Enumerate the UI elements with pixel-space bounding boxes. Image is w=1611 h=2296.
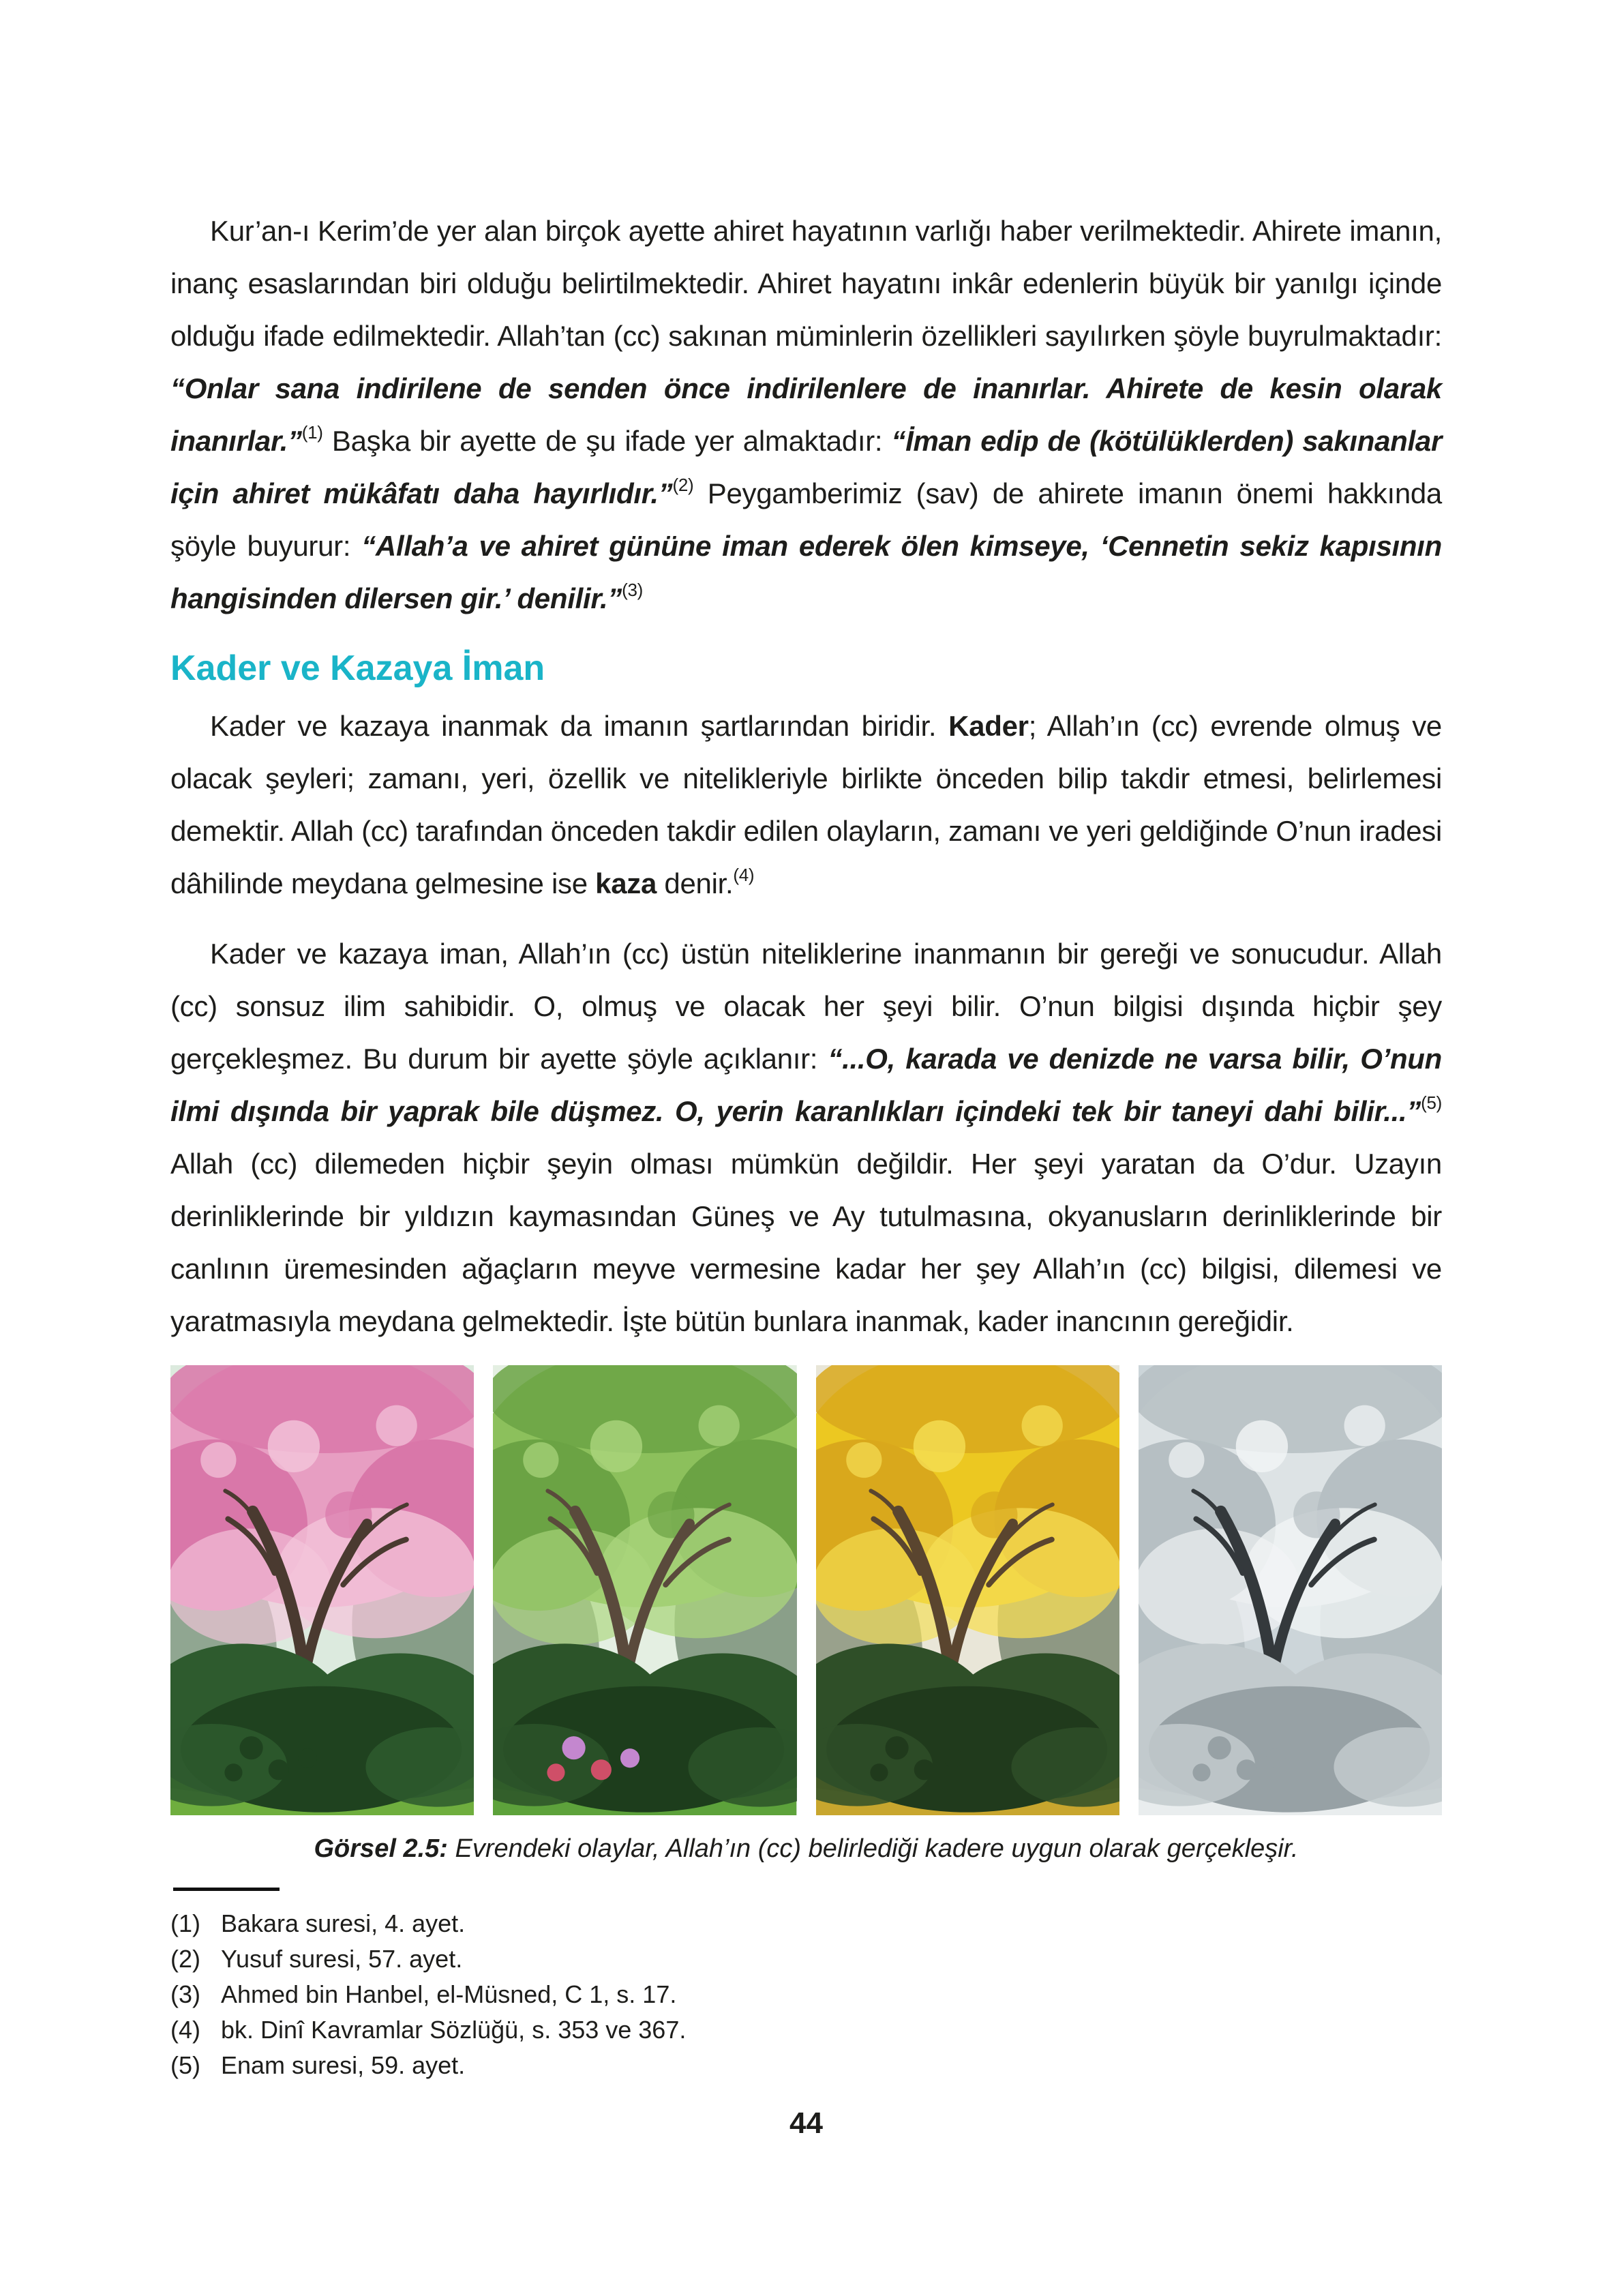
footnote-ref-2: (2) <box>672 475 694 495</box>
text-run: Peygamberimiz (sav) de ahirete imanın önemi hakkında şöyle buyurur: <box>170 477 1442 562</box>
footnote-text: bk. Dinî Kavramlar Sözlüğü, s. 353 ve 367. <box>221 2016 687 2044</box>
text-run: Kader ve kazaya iman, Allah’ın (cc) üstün niteliklerine inanmanın bir gereği ve sonucudur. Allah (cc) sonsuz ilim sahibidir. O, olmuş ve olacak her şeyi bilir. O’nun bilgisi dışında hiçbir şey gerçekleşmez. Bu durum bir ayette şöyle açıklanır: <box>170 938 1442 1075</box>
footnote-text: Ahmed bin Hanbel, el-Müsned, C 1, s. 17. <box>221 1980 677 2008</box>
footnote-1 <box>170 1906 1442 1941</box>
figure-caption-label: Görsel 2.5: <box>314 1834 448 1863</box>
figure-four-seasons <box>170 1365 1442 1864</box>
footnote-ref-5: (5) <box>1421 1092 1442 1113</box>
footnote-number: (2) <box>170 1945 200 1973</box>
text-run: denir. <box>657 867 734 899</box>
footnote-ref-1: (1) <box>301 422 323 443</box>
autumn-tree-photo <box>816 1365 1119 1815</box>
footnote-divider <box>173 1888 280 1891</box>
page-number: 44 <box>789 2106 823 2140</box>
term-kaza: kaza <box>595 867 657 899</box>
footnotes-list <box>170 1906 1442 2083</box>
footnote-text: Bakara suresi, 4. ayet. <box>221 1909 466 1937</box>
footnote-text: Yusuf suresi, 57. ayet. <box>221 1945 463 1973</box>
text-run: ; Allah’ın (cc) evrende olmuş ve olacak şeyleri; zamanı, yeri, özellik ve nitelikleriyle birlikte önceden bilip takdir etmesi, belirlemesi demektir. Allah (cc) tarafından önceden takdir edilen olayların, zamanı ve yeri geldiğinde O’nun iradesi dâhilinde meydana gelmesine ise <box>170 710 1442 899</box>
footnote-ref-4: (4) <box>733 865 755 885</box>
footnote-ref-3: (3) <box>622 580 644 600</box>
footnote-4 <box>170 2012 1442 2048</box>
quran-quote: “...O, karada ve denizde ne varsa bilir, O’nun ilmi dışında bir yaprak bile düşmez. O, yerin karanlıkları içindeki tek bir taneyi dahi bilir...” <box>170 1043 1443 1127</box>
figure-caption-text: Evrendeki olaylar, Allah’ın (cc) belirlediği kadere uygun olarak gerçekleşir. <box>447 1834 1299 1863</box>
text-run: Kur’an-ı Kerim’de yer alan birçok ayette ahiret hayatının varlığı haber verilmektedir. Ahirete imanın, inanç esaslarından biri olduğu belirtilmektedir. Ahiret hayatını inkâr edenlerin büyük bir yanılgı içinde olduğu ifade edilmektedir. Allah’tan (cc) sakınan müminlerin özellikleri sayılırken şöyle buyrulmaktadır: <box>170 215 1442 352</box>
spring-tree-photo <box>170 1365 474 1815</box>
quran-quote: “İman edip de (kötülüklerden) sakınanlar için ahiret mükâfatı daha hayırlıdır.” <box>170 425 1442 509</box>
footnote-text: Enam suresi, 59. ayet. <box>221 2051 466 2079</box>
footnote-number: (3) <box>170 1980 200 2008</box>
paragraph-kader-tanim <box>170 700 1442 910</box>
figure-caption <box>170 1833 1442 1864</box>
section-heading: Kader ve Kazaya İman <box>170 648 545 688</box>
winter-tree-photo <box>1139 1365 1442 1815</box>
footnote-number: (1) <box>170 1909 200 1937</box>
footnote-number: (5) <box>170 2051 200 2079</box>
footnote-3 <box>170 1977 1442 2012</box>
paragraph-kader-iman <box>170 927 1442 1347</box>
summer-tree-photo <box>493 1365 796 1815</box>
footnote-5 <box>170 2048 1442 2083</box>
photo-strip <box>170 1365 1442 1815</box>
quran-quote: “Onlar sana indirilene de senden önce indirilenlere de inanırlar. Ahirete de kesin olarak inanırlar.” <box>170 372 1442 457</box>
text-run: Allah (cc) dilemeden hiçbir şeyin olması mümkün değildir. Her şeyi yaratan da O’dur. Uzayın derinliklerinde bir yıldızın kaymasından Güneş ve Ay tutulmasına, okyanusların derinliklerinde bir canlının üremesinden ağaçların meyve vermesine kadar her şey Allah’ın (cc) bilgisi, dilemesi ve yaratmasıyla meydana gelmektedir. İşte bütün bunlara inanmak, kader inancının gereğidir. <box>170 1148 1442 1337</box>
hadith-quote: “Allah’a ve ahiret gününe iman ederek ölen kimseye, ‘Cennetin sekiz kapısının hangisinden dilersen gir.’ denilir.” <box>170 530 1442 614</box>
paragraph-ahiret-iman <box>170 205 1442 625</box>
footnote-number: (4) <box>170 2016 200 2044</box>
text-run: Kader ve kazaya inanmak da imanın şartlarından biridir. <box>210 710 949 742</box>
term-kader: Kader <box>948 710 1029 742</box>
footnote-2 <box>170 1941 1442 1977</box>
text-run: Başka bir ayette de şu ifade yer almaktadır: <box>322 425 892 457</box>
